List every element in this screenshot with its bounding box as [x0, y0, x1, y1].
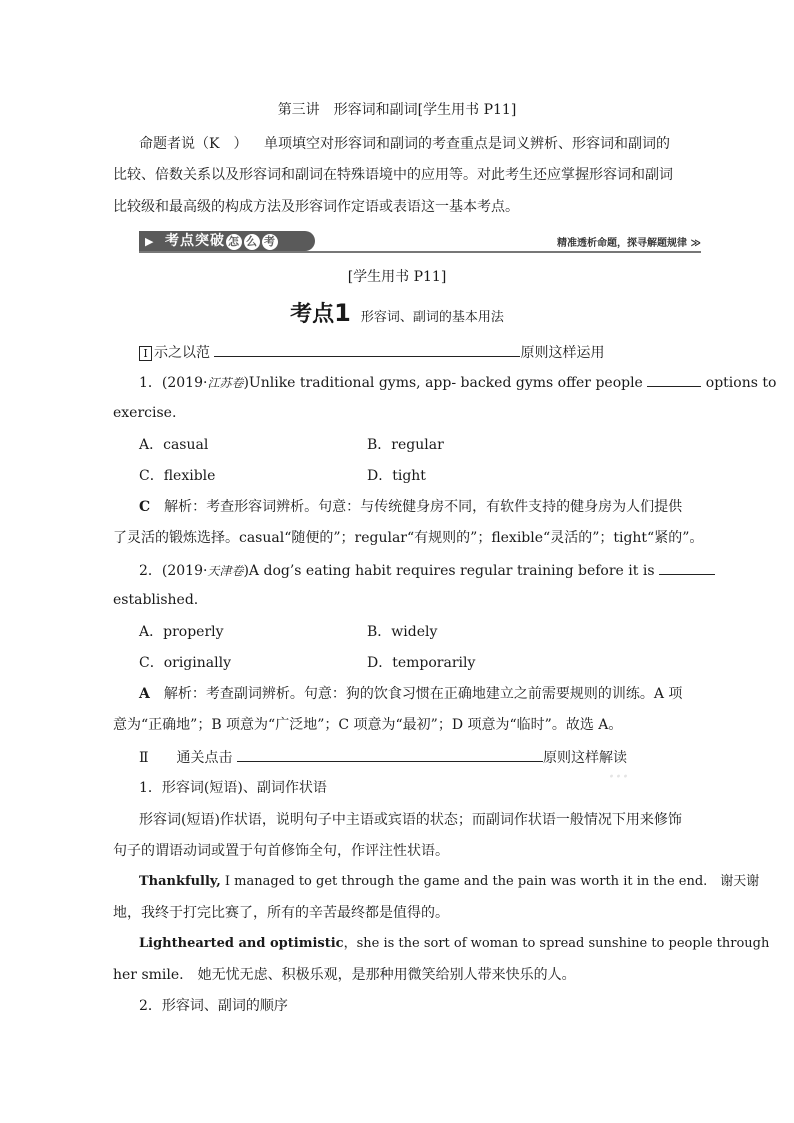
point2-title: 2．形容词、副词的顺序: [139, 998, 288, 1014]
play-triangle-icon: ▶: [145, 235, 154, 248]
q1-option-b: B．regular: [367, 437, 444, 453]
q1-analysis: C 解析：考查形容词辨析。句意：与传统健身房不同，有软件支持的健身房为人们提供: [139, 499, 683, 515]
q2-option-b: B．widely: [367, 624, 438, 640]
q1-option-d: D．tight: [367, 468, 426, 484]
q1-stem-cont: exercise.: [113, 405, 177, 421]
page-title: 第三讲 形容词和副词[学生用书 P11]: [277, 102, 517, 118]
intro-line-3: 比较级和最高级的构成方法及形容词作定语或表语这一基本考点。: [113, 199, 519, 215]
banner-label: 考点突破 怎 么 考: [165, 233, 276, 249]
q2-option-a: A．properly: [139, 624, 224, 640]
q1-option-a: A．casual: [139, 437, 209, 453]
example-2: Lighthearted and optimistic，she is the sort of woman to spread sunshine to people through: [139, 936, 770, 951]
point1-desc-cont: 句子的谓语动词或置于句首修饰全句，作评注性状语。: [113, 843, 449, 859]
q2-option-d: D．temporarily: [367, 655, 476, 671]
heading-blank: [214, 342, 520, 357]
part1-box: I: [139, 346, 152, 361]
intro-label: 命题者说（K ）: [139, 136, 248, 152]
part2-heading-blank: [237, 747, 543, 762]
q1-answer-blank: [647, 372, 701, 387]
q2-stem: 2．(2019·天津卷)A dog’s eating habit requires regular training before it is: [139, 560, 715, 581]
intro-line-2: 比较、倍数关系以及形容词和副词在特殊语境中的应用等。对此考生还应掌握形容词和副词: [113, 167, 673, 183]
watermark: ···: [608, 765, 629, 790]
page-reference: [学生用书 P11]: [347, 269, 447, 285]
q2-answer-blank: [659, 560, 715, 575]
example-1: Thankfully, I managed to get through the game and the pain was worth it in the end. 谢天谢: [139, 874, 760, 889]
example-2-cont: her smile. 她无忧无虑、积极乐观，是那种用微笑给别人带来快乐的人。: [113, 967, 576, 983]
banner-bar: [139, 231, 315, 251]
kaodian-heading: 考点1 形容词、副词的基本用法: [290, 299, 504, 327]
q2-option-c: C．originally: [139, 655, 231, 671]
part1-heading: I 示之以范 原则这样运用: [139, 342, 604, 363]
point1-desc: 形容词(短语)作状语，说明句子中主语或宾语的状态；而副词作状语一般情况下用来修饰: [139, 812, 682, 828]
section-banner: [139, 231, 701, 253]
q2-analysis: A 解析：考查副词辨析。句意：狗的饮食习惯在正确地建立之前需要规则的训练。A 项: [139, 686, 683, 702]
q1-stem: 1．(2019·江苏卷)Unlike traditional gyms, app- backed gyms offer people options to: [139, 372, 776, 393]
intro-line-1: 单项填空对形容词和副词的考查重点是词义辨析、形容词和副词的: [264, 136, 670, 152]
example-1-cont: 地，我终于打完比赛了，所有的辛苦最终都是值得的。: [113, 905, 449, 921]
point1-title: 1．形容词(短语)、副词作状语: [139, 780, 327, 796]
banner-right-text: 精准透析命题，探寻解题规律 ≫: [557, 238, 701, 249]
q1-option-c: C．flexible: [139, 468, 216, 484]
q2-stem-cont: established.: [113, 592, 199, 608]
q1-analysis-cont: 了灵活的锻炼选择。casual“随便的”；regular“有规则的”；flexible“灵活的”；tight“紧的”。: [113, 530, 704, 546]
banner-rule: [139, 251, 701, 253]
q2-analysis-cont: 意为“正确地”；B 项意为“广泛地”；C 项意为“最初”；D 项意为“临时”。故选 A。: [113, 717, 623, 733]
part2-heading: Ⅱ 通关点击 原则这样解读: [139, 747, 627, 768]
